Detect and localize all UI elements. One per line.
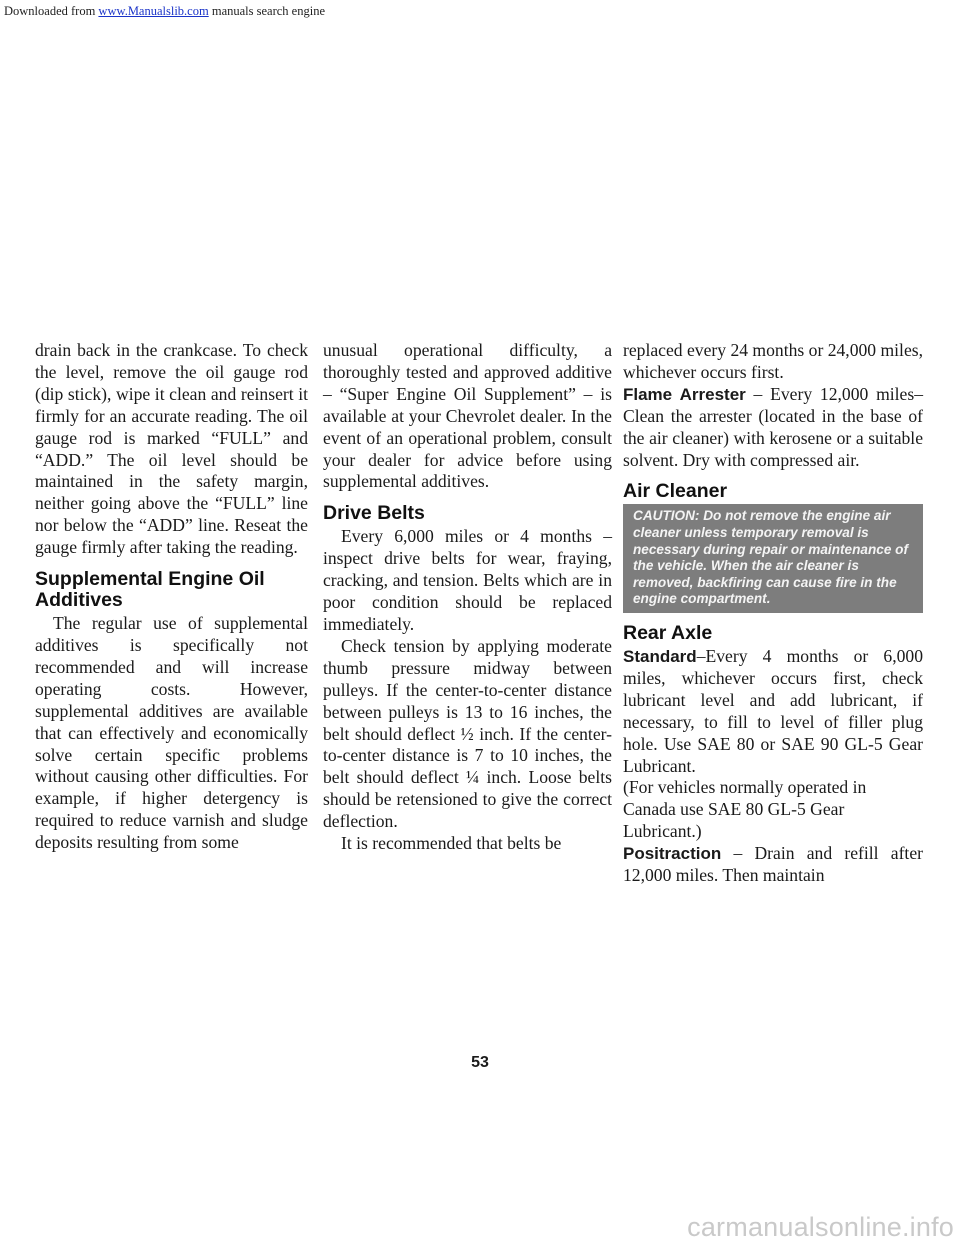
positraction-text: – Drain and refill after 12,000 miles. Then maintain [623,843,923,886]
column-3 [623,340,923,887]
belt-tension-paragraph: Check tension by applying moderate thumb pressure midway between pulleys. If the center-to-center distance between pulleys is 13 to 16 inches, the belt should deflect ½ inch. If the center-to-center distance is 7 to 10 inches, the belt should deflect ¼ inch. Loose belts should be retensioned to give the correct deflection. [323,635,612,832]
oil-level-paragraph: drain back in the crankcase. To check the level, remove the oil gauge rod (dip stick), wipe it clean and reinsert it firmly for an accurate reading. The oil gauge rod is marked “FULL” and “ADD.” The oil level should be maintained in the safety margin, neither going above the “FULL” line nor below the “ADD” line. Reseat the gauge firmly after taking the reading. [35,340,308,558]
belt-replacement-continued: replaced every 24 months or 24,000 miles, whichever occurs first. [623,340,923,382]
page-number: 53 [471,1054,489,1071]
flame-arrester-text: – Every 12,000 miles–Clean the arrester (located in the base of the air cleaner) with kerosene or a suitable solvent. Dry with compressed air. [623,383,923,470]
banner-prefix: Downloaded from [4,4,99,18]
belt-replacement-paragraph: It is recommended that belts be [341,833,562,854]
column-1 [35,340,308,854]
flame-arrester-paragraph [623,384,923,472]
standard-label: Standard [623,647,697,666]
additive-paragraph: unusual operational difficulty, a thoroughly tested and approved additive – “Super Engine Oil Supplement” – is available at your Chevrolet dealer. In the event of an operational problem, consult your dealer for advice before using supplemental additives. [323,340,612,492]
supplemental-additives-heading: Supplemental Engine Oil Additives [35,568,265,612]
caution-box: CAUTION: Do not remove the engine air cleaner unless temporary removal is necessary during repair or maintenance of the vehicle. When the air cleaner is removed, backfiring can cause fire in the engine compartment. [623,504,923,613]
manual-page [0,340,960,900]
standard-text: –Every 4 months or 6,000 miles, whichever occurs first, check lubricant level and add lubricant, if necessary, to fill to level of filler plug hole. Use SAE 80 or SAE 90 GL-5 Gear Lubricant. [623,646,923,776]
supplemental-additives-paragraph: The regular use of supplemental additives is specifically not recommended and will increase operating costs. However, supplemental additives are available that can effectively and economically solve certain specific problems without causing other difficulties. For example, if higher detergency is required to reduce varnish and sludge deposits resulting from some [35,613,308,853]
watermark: carmanualsonline.info [687,1212,954,1242]
download-banner [4,4,325,19]
rear-axle-heading: Rear Axle [623,622,713,644]
standard-axle-paragraph [623,646,923,777]
positraction-paragraph [623,843,923,887]
column-2 [323,340,612,855]
manualslib-link[interactable]: www.Manualslib.com [98,4,209,18]
positraction-label: Positraction [623,844,722,864]
flame-arrester-label: Flame Arrester [623,384,746,404]
air-cleaner-heading: Air Cleaner [623,480,728,503]
drive-belts-paragraph: Every 6,000 miles or 4 months –inspect drive belts for wear, fraying, cracking, and tension. Belts which are in poor condition should be replaced immediately. [323,526,612,634]
canada-paragraph: (For vehicles normally operated in Canada use SAE 80 GL-5 Gear Lubricant.) [623,777,867,842]
drive-belts-heading: Drive Belts [323,502,425,525]
banner-suffix: manuals search engine [208,4,325,18]
